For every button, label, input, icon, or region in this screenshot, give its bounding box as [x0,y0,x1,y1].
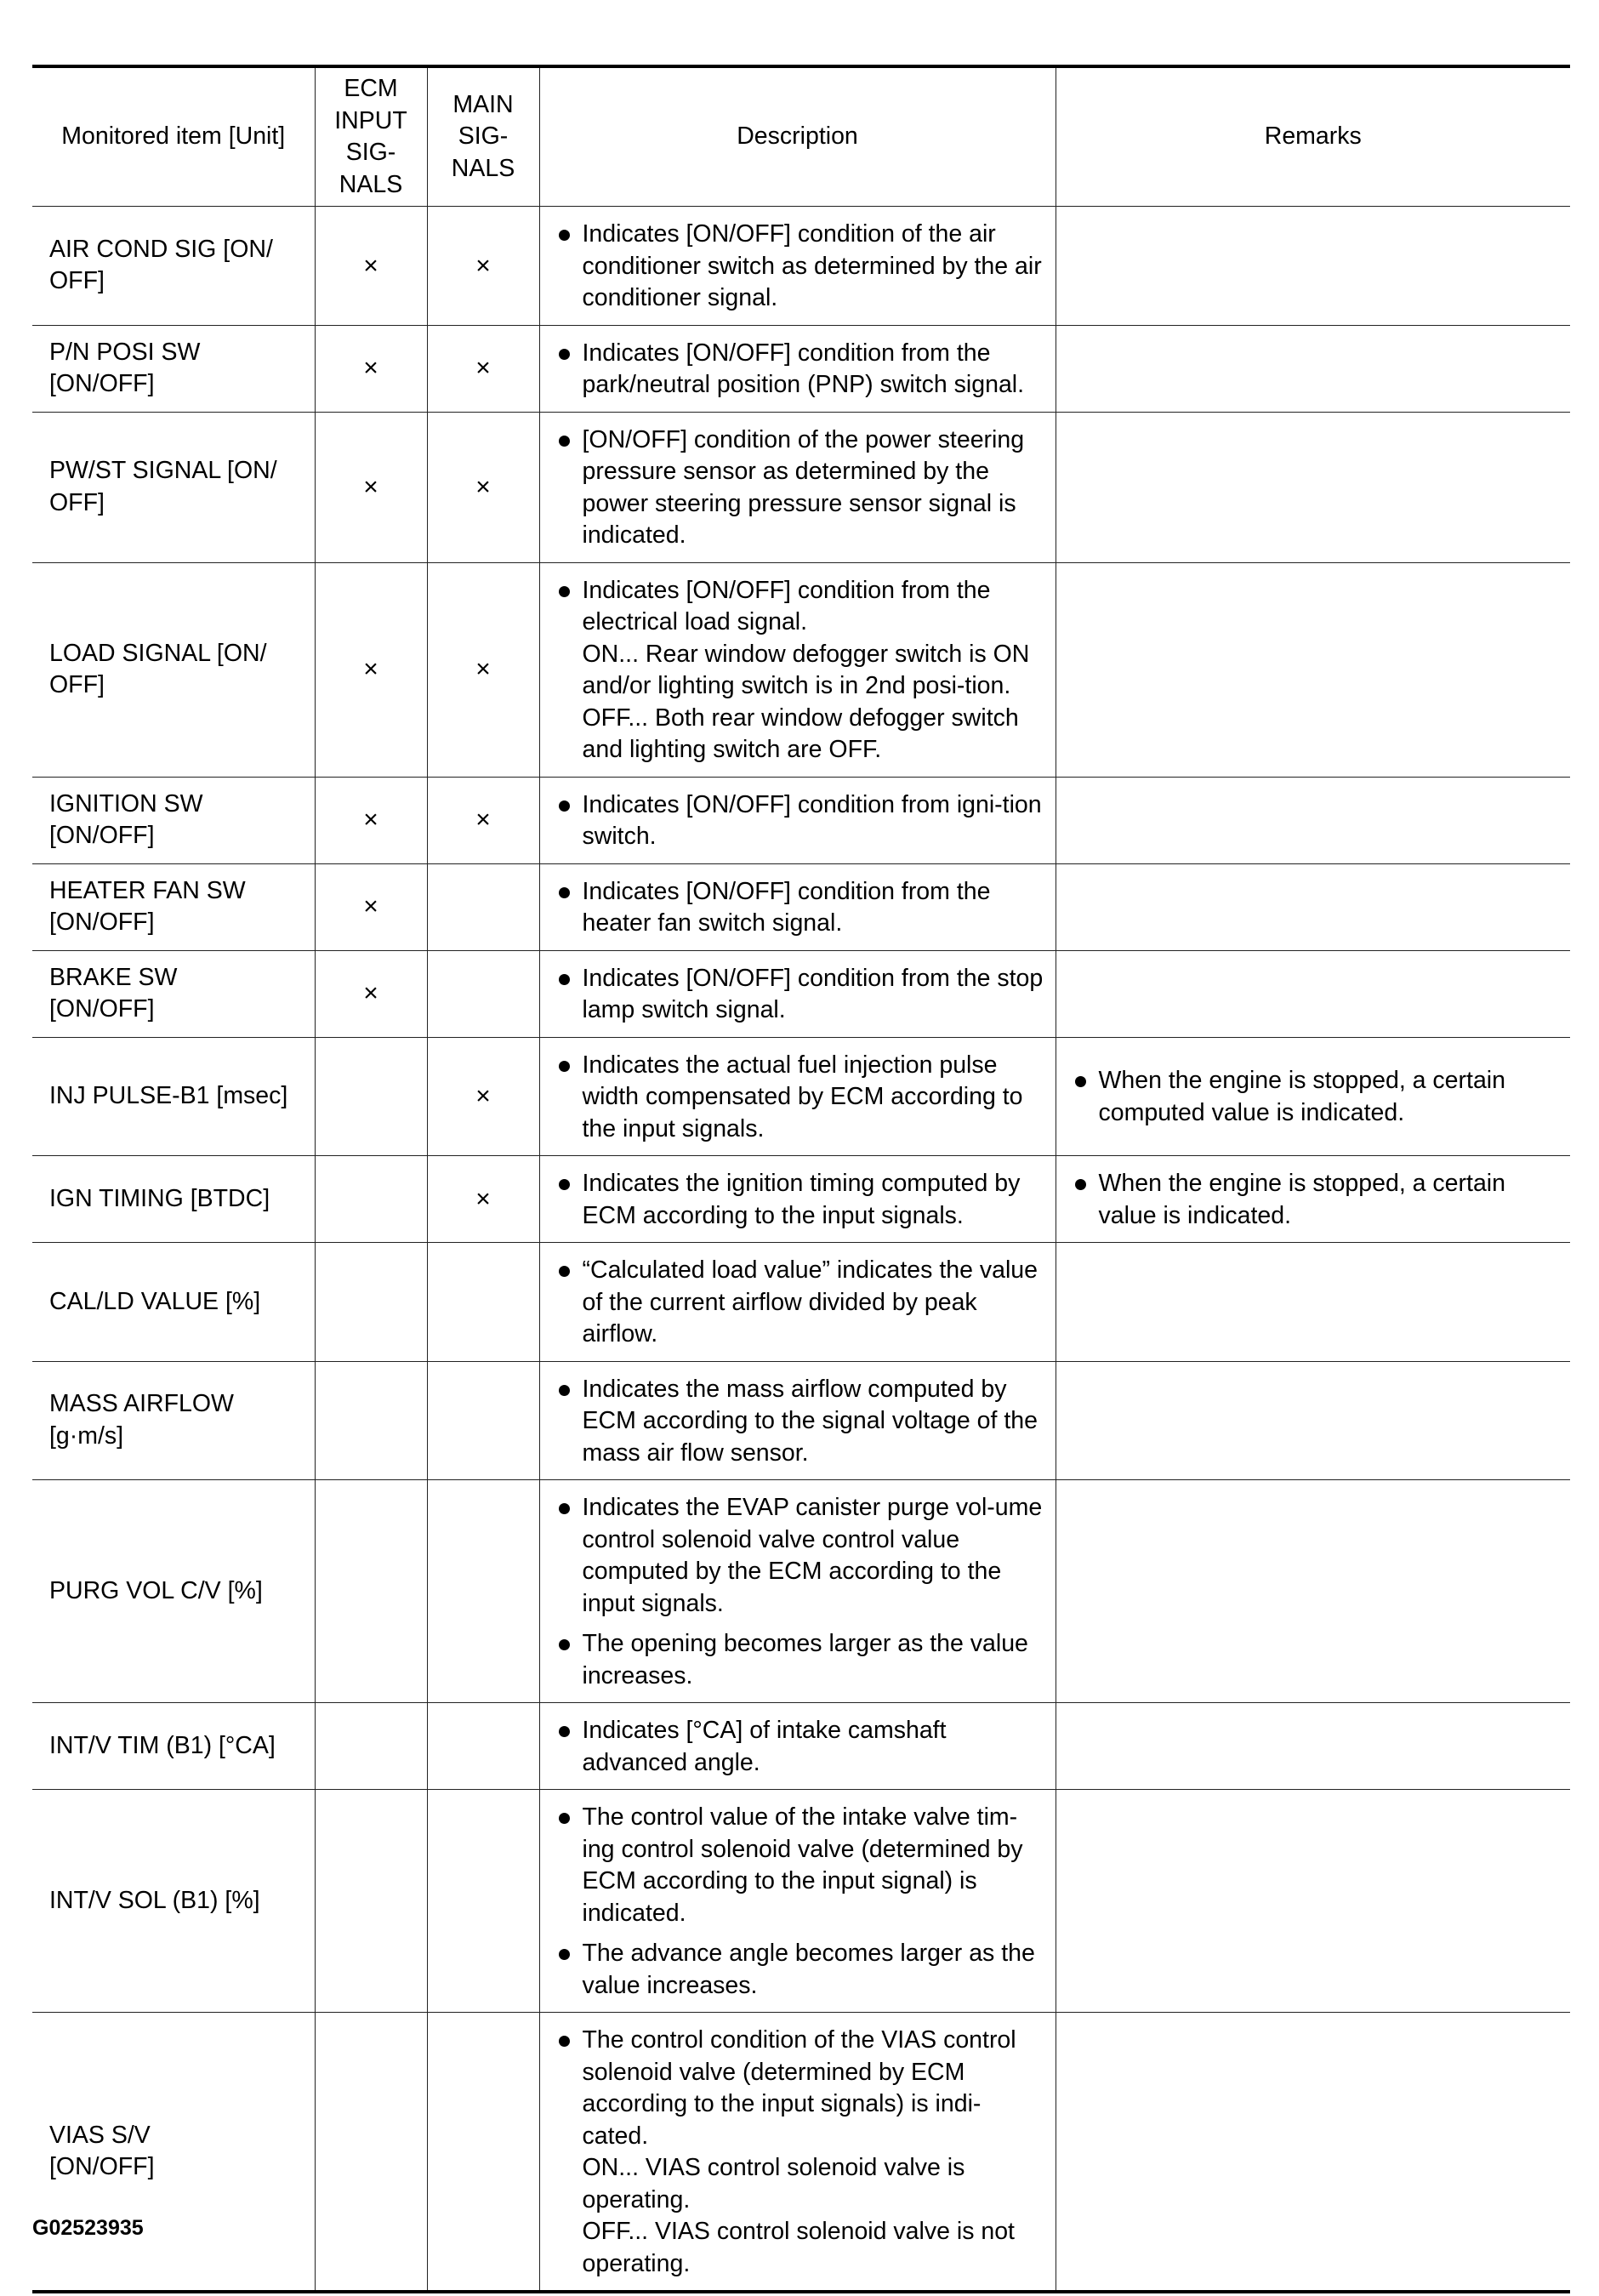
ecm-input-signal-mark: × [315,207,427,326]
bullet-dot-icon [559,1503,570,1514]
description-cell [539,1037,1056,1156]
description-cell [539,950,1056,1037]
bullet-text: Indicates [°CA] of intake camshaft advanced angle. [582,1717,947,1776]
bullet-item [559,575,1044,766]
monitored-item-cell: IGNITION SW [ON/OFF] [32,777,315,863]
monitored-item-cell: HEATER FAN SW [ON/OFF] [32,863,315,950]
remarks-cell [1056,207,1570,326]
bullet-item [559,963,1044,1027]
bullet-dot-icon [559,1726,570,1737]
description-cell [539,863,1056,950]
table-row [32,1156,1570,1243]
bullet-item [1075,1065,1559,1129]
monitored-item-cell: PW/ST SIGNAL [ON/ OFF] [32,412,315,562]
bullet-item [559,338,1044,402]
bullet-dot-icon [559,1813,570,1824]
remarks-cell [1056,1790,1570,2013]
figure-code: G02523935 [32,2216,144,2240]
bullet-text: The advance angle becomes larger as the value increases. [582,1940,1035,1999]
bullet-text: Indicates the EVAP canister purge vol-ume control solenoid valve control value computed by the ECM according to the input signals. [582,1494,1043,1617]
monitored-item-cell: VIAS S/V [ON/OFF] [32,2013,315,2293]
monitored-item-cell: MASS AIRFLOW [g·m/s] [32,1361,315,1480]
bullet-text: Indicates [ON/OFF] condition of the air conditioner switch as determined by the air conditioner signal. [582,220,1042,311]
monitored-item-cell: P/N POSI SW [ON/OFF] [32,325,315,412]
table-row [32,562,1570,777]
bullet-item [559,1802,1044,1929]
description-cell [539,777,1056,863]
remarks-cell [1056,1243,1570,1362]
description-cell [539,1361,1056,1480]
table-body [32,207,1570,2293]
main-signal-mark: × [427,325,539,412]
bullet-item [1075,1168,1559,1232]
bullet-item [559,1938,1044,2002]
monitored-item-cell: IGN TIMING [BTDC] [32,1156,315,1243]
ecm-input-signal-mark: × [315,950,427,1037]
bullet-text: Indicates the mass airflow computed by ECM according to the signal voltage of the mass air flow sensor. [582,1375,1038,1467]
remarks-cell [1056,1037,1570,1156]
ecm-input-signal-mark [315,2013,427,2293]
ecm-input-signal-mark: × [315,777,427,863]
main-signal-mark [427,1480,539,1703]
bullet-item [559,876,1044,940]
bullet-text: Indicates the ignition timing computed by ECM according to the input signals. [582,1170,1021,1229]
bullet-text: When the engine is stopped, a certain computed value is indicated. [1098,1067,1505,1126]
bullet-item [559,1050,1044,1146]
bullet-item [559,1492,1044,1620]
table-row [32,863,1570,950]
monitored-item-cell: BRAKE SW [ON/OFF] [32,950,315,1037]
bullet-item [559,2025,1044,2280]
bullet-text: Indicates [ON/OFF] condition from the park/neutral position (PNP) switch signal. [582,339,1025,398]
monitored-item-cell: INT/V SOL (B1) [%] [32,1790,315,2013]
bullet-text: The control condition of the VIAS control solenoid valve (determined by ECM according to the input signals) is indi-cated. ON... VIAS control solenoid valve is operating. OFF... VIAS control solenoid valve is not operating. [582,2026,1016,2277]
remarks-cell [1056,1361,1570,1480]
main-signal-mark: × [427,207,539,326]
monitored-item-cell: AIR COND SIG [ON/ OFF] [32,207,315,326]
description-cell [539,325,1056,412]
monitored-items-table [32,65,1570,2293]
bullet-dot-icon [559,349,570,360]
bullet-dot-icon [559,974,570,985]
remarks-cell [1056,2013,1570,2293]
header-ecm-input-signals: ECM INPUT SIG-NALS [315,66,427,207]
bullet-text: When the engine is stopped, a certain value is indicated. [1098,1170,1505,1229]
bullet-item [559,1374,1044,1470]
ecm-input-signal-mark: × [315,325,427,412]
monitored-item-cell: LOAD SIGNAL [ON/ OFF] [32,562,315,777]
table-row [32,1790,1570,2013]
description-cell [539,1243,1056,1362]
table-row [32,325,1570,412]
bullet-item [559,1628,1044,1692]
ecm-input-signal-mark [315,1156,427,1243]
bullet-dot-icon [559,436,570,447]
main-signal-mark: × [427,1037,539,1156]
table-row [32,412,1570,562]
bullet-text: Indicates [ON/OFF] condition from the stop lamp switch signal. [582,964,1044,1023]
bullet-dot-icon [559,2036,570,2047]
monitored-item-cell: PURG VOL C/V [%] [32,1480,315,1703]
main-signal-mark: × [427,1156,539,1243]
bullet-dot-icon [559,1949,570,1960]
description-cell [539,1480,1056,1703]
main-signal-mark [427,863,539,950]
header-main-signals: MAIN SIG-NALS [427,66,539,207]
bullet-item [559,219,1044,315]
main-signal-mark [427,950,539,1037]
monitored-item-cell: INT/V TIM (B1) [°CA] [32,1703,315,1790]
table-row [32,2013,1570,2293]
data-monitor-table-sheet [32,65,1570,2293]
bullet-item [559,1255,1044,1351]
remarks-cell [1056,1156,1570,1243]
main-signal-mark: × [427,562,539,777]
description-cell [539,2013,1056,2293]
bullet-dot-icon [559,1179,570,1190]
description-cell [539,562,1056,777]
description-cell [539,412,1056,562]
main-signal-mark [427,1361,539,1480]
header-row [32,66,1570,207]
remarks-cell [1056,412,1570,562]
ecm-input-signal-mark: × [315,412,427,562]
remarks-cell [1056,777,1570,863]
description-cell [539,1790,1056,2013]
bullet-item [559,1168,1044,1232]
table-row [32,1037,1570,1156]
ecm-input-signal-mark [315,1361,427,1480]
bullet-dot-icon [559,1385,570,1396]
table-row [32,950,1570,1037]
header-monitored-item: Monitored item [Unit] [32,66,315,207]
description-cell [539,1156,1056,1243]
description-cell [539,207,1056,326]
header-remarks: Remarks [1056,66,1570,207]
bullet-text: The opening becomes larger as the value increases. [582,1630,1028,1689]
bullet-text: Indicates [ON/OFF] condition from igni-tion switch. [582,790,1042,850]
main-signal-mark [427,1790,539,2013]
table-row [32,1243,1570,1362]
remarks-cell [1056,950,1570,1037]
bullet-dot-icon [559,1639,570,1650]
ecm-input-signal-mark [315,1703,427,1790]
table-row [32,207,1570,326]
bullet-text: [ON/OFF] condition of the power steering pressure sensor as determined by the power steering pressure sensor signal is indicated. [582,425,1025,549]
bullet-dot-icon [1075,1076,1086,1087]
ecm-input-signal-mark [315,1037,427,1156]
main-signal-mark [427,1243,539,1362]
description-cell [539,1703,1056,1790]
ecm-input-signal-mark [315,1480,427,1703]
table-row [32,1361,1570,1480]
main-signal-mark [427,1703,539,1790]
bullet-item [559,789,1044,853]
remarks-cell [1056,1480,1570,1703]
bullet-text: Indicates [ON/OFF] condition from the electrical load signal. ON... Rear window defogger switch is ON and/or lighting switch is in 2nd posi-tion. OFF... Both rear window defogger switch and lighting switch are OFF. [582,576,1030,763]
main-signal-mark [427,2013,539,2293]
bullet-dot-icon [559,1061,570,1072]
table-row [32,777,1570,863]
bullet-dot-icon [559,887,570,898]
remarks-cell [1056,1703,1570,1790]
bullet-item [559,424,1044,552]
bullet-item [559,1715,1044,1779]
ecm-input-signal-mark [315,1243,427,1362]
remarks-cell [1056,325,1570,412]
monitored-item-cell: INJ PULSE-B1 [msec] [32,1037,315,1156]
main-signal-mark: × [427,777,539,863]
bullet-text: “Calculated load value” indicates the value of the current airflow divided by peak airflow. [582,1256,1038,1347]
table-row [32,1703,1570,1790]
bullet-text: Indicates the actual fuel injection pulse width compensated by ECM according to the input signals. [582,1051,1023,1142]
main-signal-mark: × [427,412,539,562]
table-row [32,1480,1570,1703]
bullet-text: Indicates [ON/OFF] condition from the heater fan switch signal. [582,877,991,937]
ecm-input-signal-mark: × [315,863,427,950]
monitored-item-cell: CAL/LD VALUE [%] [32,1243,315,1362]
remarks-cell [1056,562,1570,777]
bullet-dot-icon [559,800,570,812]
bullet-dot-icon [1075,1179,1086,1190]
bullet-dot-icon [559,1266,570,1277]
remarks-cell [1056,863,1570,950]
bullet-dot-icon [559,586,570,597]
ecm-input-signal-mark: × [315,562,427,777]
header-description: Description [539,66,1056,207]
bullet-dot-icon [559,230,570,241]
bullet-text: The control value of the intake valve tim-ing control solenoid valve (determined by ECM according to the input signal) is indicated. [582,1803,1023,1927]
ecm-input-signal-mark [315,1790,427,2013]
